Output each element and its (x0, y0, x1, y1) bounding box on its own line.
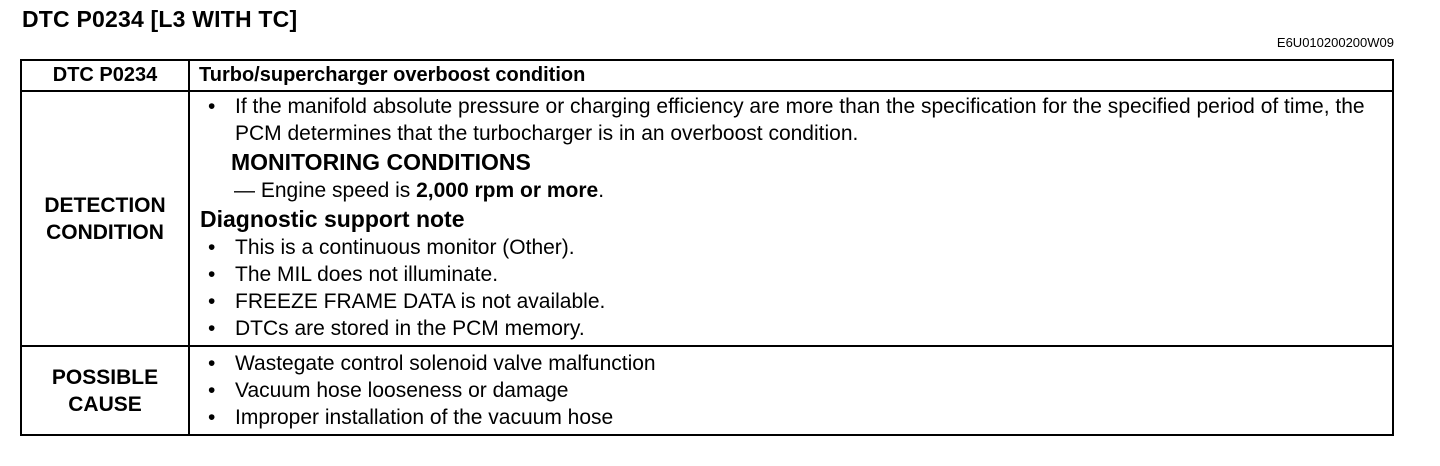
possible-cause-content (189, 346, 1393, 435)
support-note: • The MIL does not illuminate. (200, 261, 1384, 288)
detection-condition-label (21, 91, 189, 346)
monitoring-suffix: . (598, 179, 605, 202)
monitoring-value: 2,000 rpm or more (416, 179, 599, 202)
page-title: DTC P0234 [L3 WITH TC] (22, 6, 298, 32)
detection-description: • If the manifold absolute pressure or charging efficiency are more than the specification for the specified period of time, the PCM determines that the turbocharger is in an overboost condition. (200, 93, 1384, 147)
cause-item: • Improper installation of the vacuum hose (200, 404, 1384, 431)
support-note: • FREEZE FRAME DATA is not available. (200, 288, 1384, 315)
possible-cause-label (21, 346, 189, 435)
dtc-description: Turbo/supercharger overboost condition (189, 60, 1393, 91)
monitoring-conditions-heading: MONITORING CONDITIONS (231, 149, 531, 175)
cause-label-line2: CAUSE (68, 392, 142, 416)
cause-label-line1: POSSIBLE (51, 365, 159, 389)
diagnostic-support-heading: Diagnostic support note (200, 206, 465, 232)
monitoring-prefix: — Engine speed is (234, 179, 417, 202)
cause-item: • Vacuum hose looseness or damage (200, 377, 1384, 404)
support-note: • This is a continuous monitor (Other). (200, 234, 1384, 261)
support-note: • DTCs are stored in the PCM memory. (200, 315, 1384, 342)
dtc-code-label: DTC P0234 (21, 60, 189, 91)
table-header-row (21, 60, 1393, 91)
detection-label-line2: CONDITION (46, 220, 164, 244)
detection-condition-content (189, 91, 1393, 346)
dtc-table (20, 59, 1394, 436)
detection-label-line1: DETECTION (44, 193, 166, 217)
cause-item: • Wastegate control solenoid valve malfunction (200, 350, 1384, 377)
detection-condition-row (21, 91, 1393, 346)
possible-cause-row (21, 346, 1393, 435)
document-id: E6U010200200W09 (1276, 35, 1394, 50)
monitoring-condition-item (200, 177, 1384, 204)
